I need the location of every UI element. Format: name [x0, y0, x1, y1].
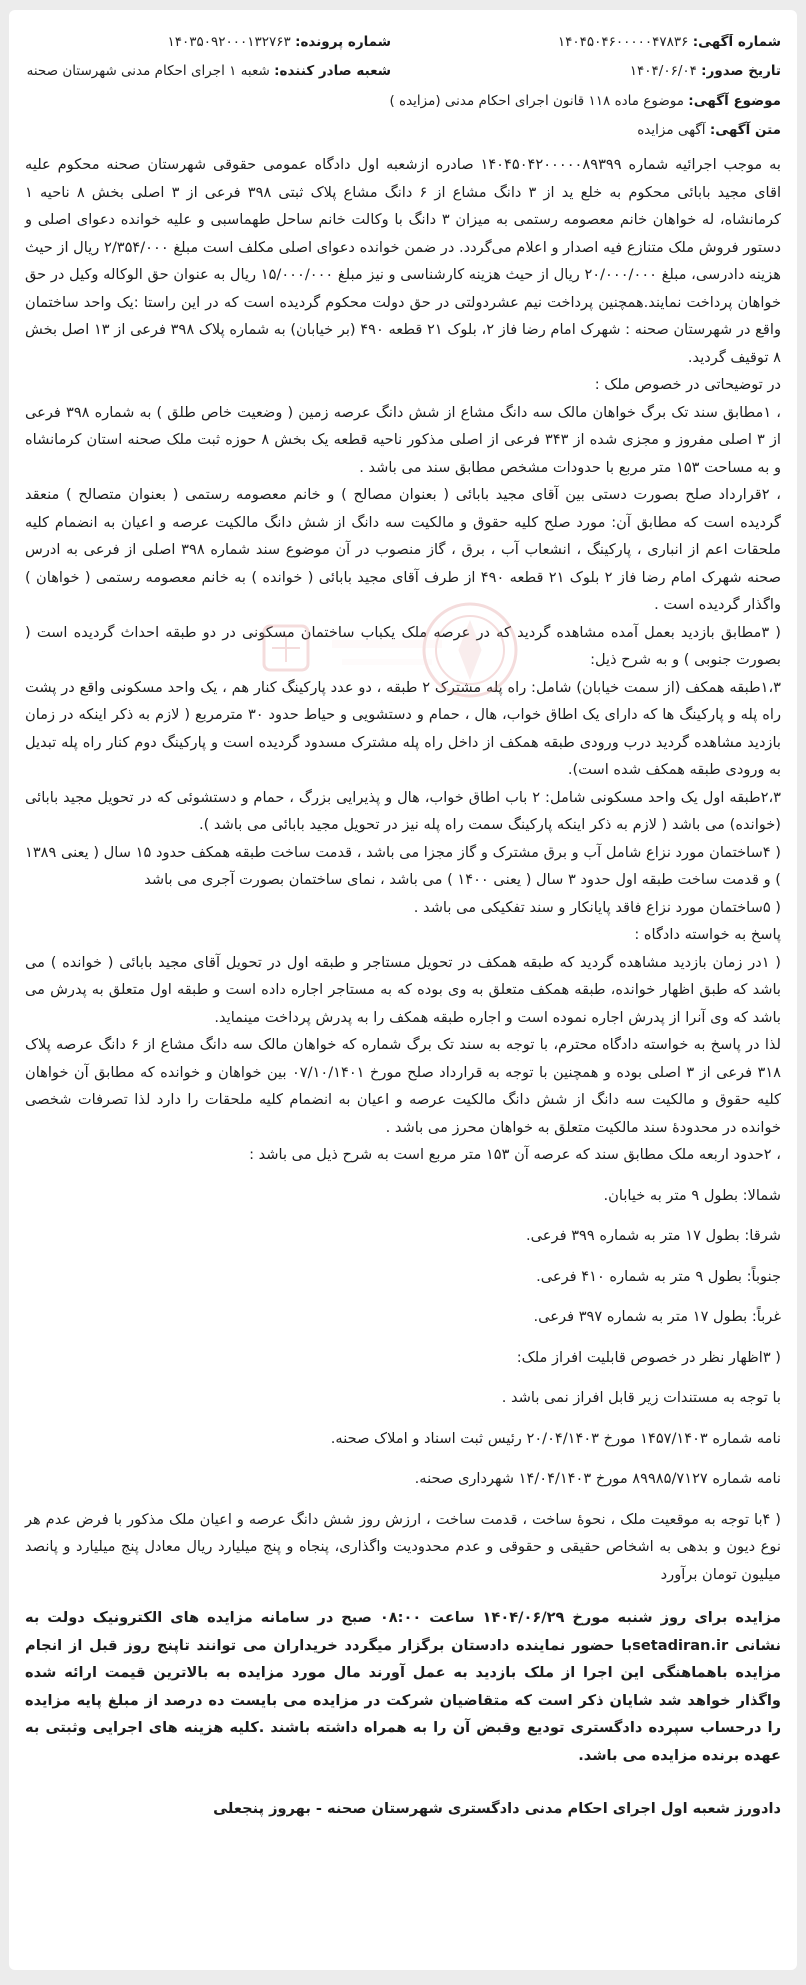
case-number-label: شماره پرونده: [295, 34, 391, 50]
body-section-heading: در توضیحاتی در خصوص ملک : [594, 376, 781, 393]
notice-subject-row [25, 93, 781, 109]
boundary-west: غرباً: بطول ۱۷ متر به شماره ۳۹۷ فرعی. [533, 1308, 781, 1325]
notice-number-label: شماره آگهی: [692, 34, 781, 50]
body-paragraph: ، ۲قرارداد صلح بصورت دستی بین آقای مجید بابائی ( بعنوان مصالح ) و خانم معصومه رستمی ( بعنوان متصالح ) منعقد گردیده است که مطابق آن: مورد صلح کلیه حقوق و مالکیت سه دانگ از شش دانگ مالکیت عرصه و اعیان به انضمام کلیه ملحقات اعم از انباری ، پارکینگ ، انشعاب آب ، برق ، گاز منصوب در آن موضوع سند شماره ۳۹۸ اصلی از فرعی به ادرس صحنه شهرک امام رضا فاز ۲ بلوک ۲۱ قطعه ۴۹۰ از طرف آقای مجید بابائی ( خوانده ) به خانم معصومه رستمی ( خواهان ) واگذار گردیده است . [25, 486, 781, 613]
auction-details-paragraph: مزایده برای روز شنبه مورخ ۱۴۰۴/۰۶/۲۹ ساعت ۰۸:۰۰ صبح در سامانه مزایده های الکترونیک دولت به نشانی setadiran.irبا حضور نماینده دادستان برگزار میگردد خریداران می توانند تاپنج روز قبل از انجام مزایده باهماهنگی این اجرا از ملک بازدید به عمل آورند مال مورد مزایده به بالاترین قیمت ارائه شده واگذار خواهد شد شایان ذکر است که متقاضیان شرکت در مزایده می بایست ده درصد از مبلغ پایه مزایده را درحساب سپرده دادگستری تودیع وقبض آن را به همراه داشته باشند .کلیه هزینه های اجرایی وثبتی به عهده برنده مزایده می باشد. [25, 1609, 782, 1764]
boundary-east: شرقا: بطول ۱۷ متر به شماره ۳۹۹ فرعی. [526, 1227, 781, 1244]
issuing-branch-value: شعبه ۱ اجرای احکام مدنی شهرستان صحنه [26, 63, 270, 79]
body-paragraph: ( ۳مطابق بازدید بعمل آمده مشاهده گردید که در عرصه ملک یکباب ساختمان مسکونی در دو طبقه احداث گردیده است ( بصورت جنوبی ) و به شرح ذیل: [25, 623, 781, 668]
boundary-south: جنوباً: بطول ۹ متر به شماره ۴۱۰ فرعی. [536, 1267, 781, 1285]
body-paragraph: ، ۲حدود اربعه ملک مطابق سند که عرصه آن ۱۵۳ متر مربع است به شرح ذیل می باشد : [249, 1146, 781, 1163]
officer-signature: دادورز شعبه اول اجرای احکام مدنی دادگستری شهرستان صحنه - بهروز پنجعلی [213, 1800, 781, 1817]
issuing-branch-field [25, 63, 391, 79]
body-paragraph: ۱،۳طبقه همکف (از سمت خیابان) شامل: راه پله مشترک ۲ طبقه ، دو عدد پارکینگ کنار هم ، یک واحد مسکونی واقع در پشت راه پله و پارکینگ ها که دارای یک اطاق خواب، هال ، حمام و دستشویی و حیاط حدود ۳۰ مترمربع ( لازم به ذکر اینکه در زمان بازدید مشاهده گردید درب ورودی طبقه همکف از داخل راه پله مشترک مسدود گردیده است و پارکینگ دوم کنار راه پله تبدیل به ورودی طبقه همکف شده است). [25, 678, 781, 778]
body-paragraph: ( ۱در زمان بازدید مشاهده گردید که طبقه همکف در تحویل مستاجر و طبقه اول در تحویل آقای مجید بابائی ( خوانده ) می باشد که طبق اظهار خوانده، طبقه همکف متعلق به وی بوده که به مستاجر اجاره داده است و طبقه اول متعلق به پدرش می باشد که وی آنرا از پدرش اجاره نموده است و اجاره طبقه همکف را به پدرش پرداخت مینماید. [25, 953, 782, 1026]
notice-body-title: آگهی مزایده [637, 122, 706, 138]
case-number-field [25, 34, 391, 50]
reference-letter: نامه شماره ۱۴۵۷/۱۴۰۳ مورخ ۲۰/۰۴/۱۴۰۳ رئیس ثبت اسناد و املاک صحنه. [330, 1429, 781, 1447]
notice-number-value: ۱۴۰۴۵۰۴۶۰۰۰۰۰۴۷۸۳۶ [557, 34, 689, 50]
valuation-paragraph: ( ۴با توجه به موقعیت ملک ، نحوهٔ ساخت ، قدمت ساخت ، ارزش روز شش دانگ عرصه و اعیان ملک مذکور با فرض عدم هر نوع دیون و بدهی به اشخاص حقیقی و حقوقی و عدم محدودیت واگذاری، پنجاه و پنج میلیارد ریال معادل پنج میلیارد و پانصد میلیون تومان برآورد [25, 1510, 781, 1583]
notice-subject-value: موضوع ماده ۱۱۸ قانون اجرای احکام مدنی (مزایده ) [389, 93, 684, 109]
body-paragraph: به موجب اجرائیه شماره ۱۴۰۴۵۰۴۲۰۰۰۰۰۸۹۳۹۹ صادره ازشعبه اول دادگاه عمومی حقوقی شهرستان صحنه محکوم علیه اقای مجید بابائی محکوم به خلع ید از ۳ دانگ مشاع از ۶ دانگ مشاع پلاک ثبتی ۳۹۸ فرعی از ۳ اصلی بخش ۸ ناحیه ۱ کرمانشاه، له خواهان خانم معصومه رستمی به میزان ۳ دانگ با وکالت خانم ساحل طهماسبی و علیه خوانده دعوای اصلی و دستور فروش ملک متنازع فیه اصدار و اعلام می‌گردد. در ضمن خوانده دعوای اصلی مکلف است مبلغ ۲/۳۵۴/۰۰۰ ریال از حیث هزینه دادرسی، مبلغ ۲۰/۰۰۰/۰۰۰ ریال از حیث هزینه کارشناسی و نیز مبلغ ۱۵/۰۰۰/۰۰۰ ریال به عنوان حق الوکاله وکیل در حق خواهان پرداخت نمایند.همچنین پرداخت نیم عشردولتی در حق دولت محکوم گردیده است که در این راستا :یک واحد ساختمان واقع در شهرستان صحنه : شهرک امام رضا فاز ۲، بلوک ۲۱ قطعه ۴۹۰ (بر خیابان) به شماره پلاک ۳۹۸ فرعی از ۱۳ اصل بخش ۸ توقیف گردید. [25, 156, 782, 366]
reference-letter: نامه شماره ۸۹۹۸۵/۷۱۲۷ مورخ ۱۴/۰۴/۱۴۰۳ شهرداری صحنه. [414, 1470, 781, 1487]
case-number-value: ۱۴۰۳۵۰۹۲۰۰۰۱۳۲۷۶۳ [167, 34, 291, 50]
notice-body-title-row [25, 122, 781, 138]
issue-date-label: تاریخ صدور: [701, 63, 781, 79]
issue-date-field [415, 63, 781, 79]
issue-date-value: ۱۴۰۴/۰۶/۰۴ [629, 63, 697, 79]
notice-body-label: متن آگهی: [709, 122, 781, 138]
notice-body [25, 151, 781, 1769]
body-paragraph: ( ۵ساختمان مورد نزاع فاقد پایانکار و سند تفکیکی می باشد . [413, 898, 781, 916]
body-paragraph: لذا در پاسخ به خواسته دادگاه محترم، با توجه به سند تک برگ شماره که خواهان مالک سه دانگ مشاع از ۶ دانگ عرصه پلاک ۳۱۸ فرعی از ۳ اصلی بوده و همچنین با توجه به قرارداد صلح مورخ ۰۷/۱۰/۱۴۰۱ بین خواهان و خوانده که مطابق آن خواهان کلیه حقوق و مالکیت سه دانگ از شش دانگ مالکیت عرصه و اعیان به انضمام کلیه ملحقات را دارد لذا تصرفات شخصی خوانده در محدودهٔ سند مالکیت متعلق به خواهان محرز می باشد . [25, 1036, 781, 1136]
body-paragraph: ( ۳اظهار نظر در خصوص قابلیت افراز ملک: [516, 1348, 781, 1366]
boundary-north: شمالا: بطول ۹ متر به خیابان. [603, 1186, 781, 1204]
body-paragraph: ( ۴ساختمان مورد نزاع شامل آب و برق مشترک و گاز مجزا می باشد ، قدمت ساخت طبقه همکف حدود ۱۵ سال ( یعنی ۱۳۸۹ ) و قدمت ساخت طبقه اول حدود ۳ سال ( یعنی ۱۴۰۰ ) می باشد ، نمای ساختمان بصورت آجری می باشد [25, 843, 781, 888]
body-paragraph: ، ۱مطابق سند تک برگ خواهان مالک سه دانگ مشاع از شش دانگ عرصه زمین ( وضعیت خاص طلق ) به شماره ۳۹۸ فرعی از ۳ اصلی مفروز و مجزی شده از ۳۴۳ فرعی از اصلی مذکور ناحیه قطعه یک بخش ۸ حوزه ثبت ملک صحنه استان کرمانشاه و به مساحت ۱۵۳ متر مربع با حدودات مشخص مطابق سند می باشد . [25, 403, 781, 476]
notice-card [9, 10, 797, 1970]
issuing-branch-label: شعبه صادر کننده: [274, 63, 391, 79]
body-section-heading: پاسخ به خواسته دادگاه : [634, 926, 781, 943]
notice-number-field [415, 34, 781, 50]
body-paragraph: ۲،۳طبقه اول یک واحد مسکونی شامل: ۲ باب اطاق خواب، هال و پذیرایی بزرگ ، حمام و دستشوئی که در تحویل مجید بابائی (خوانده) می باشد ( لازم به ذکر اینکه پارکینگ سمت راه پله نیز در تحویل مجید بابائی می باشد ). [25, 788, 781, 833]
notice-subject-label: موضوع آگهی: [688, 93, 781, 109]
body-paragraph: با توجه به مستندات زیر قابل افراز نمی باشد . [501, 1389, 781, 1406]
notice-header [25, 34, 781, 79]
